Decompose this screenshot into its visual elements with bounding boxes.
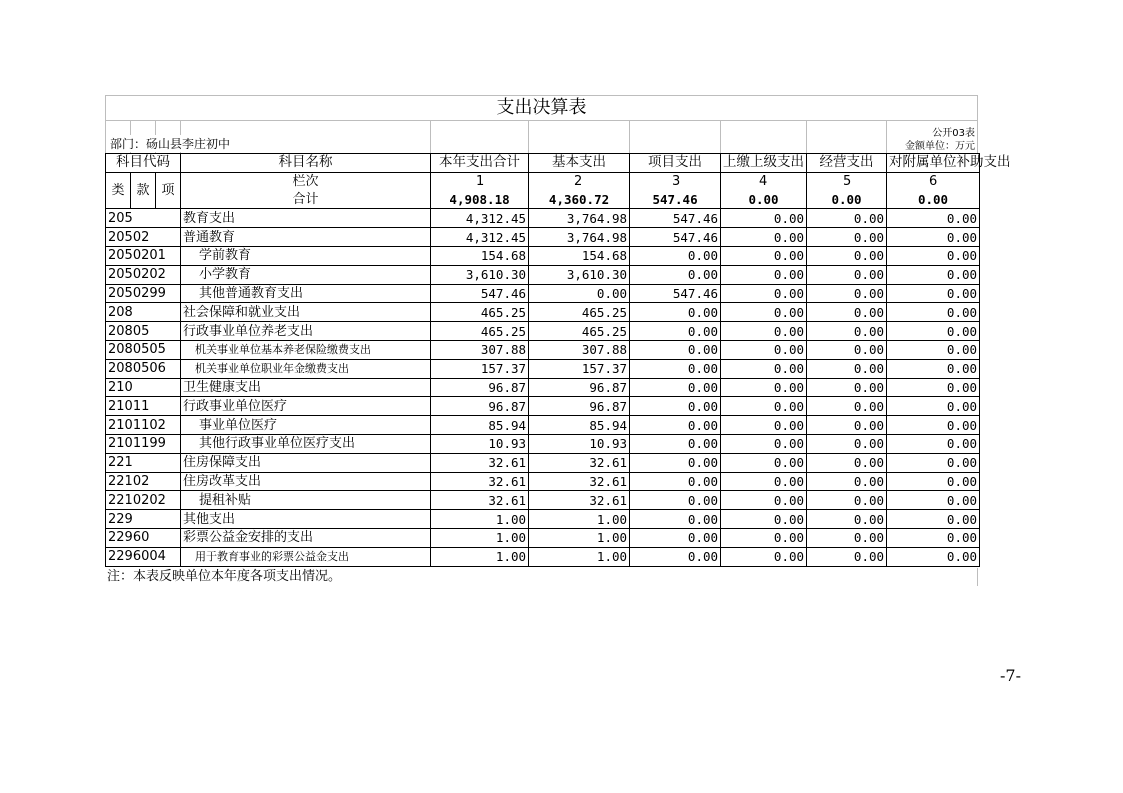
row-name: 住房改革支出 bbox=[181, 472, 431, 491]
row-value-col6: 0.00 bbox=[887, 246, 980, 265]
table-row bbox=[106, 228, 980, 247]
table-row bbox=[106, 340, 980, 359]
row-code: 229 bbox=[106, 510, 181, 529]
table-row bbox=[106, 547, 980, 566]
row-value-col5: 0.00 bbox=[807, 434, 887, 453]
row-value-col1: 1.00 bbox=[431, 547, 529, 566]
row-name: 卫生健康支出 bbox=[181, 378, 431, 397]
row-value-col5: 0.00 bbox=[807, 378, 887, 397]
row-value-col6: 0.00 bbox=[887, 510, 980, 529]
column-number-row bbox=[106, 172, 980, 190]
row-value-col1: 465.25 bbox=[431, 322, 529, 341]
row-code: 205 bbox=[106, 209, 181, 228]
row-value-col1: 96.87 bbox=[431, 397, 529, 416]
header-col2: 基本支出 bbox=[529, 154, 630, 173]
row-value-col3: 547.46 bbox=[630, 209, 721, 228]
row-value-col5: 0.00 bbox=[807, 322, 887, 341]
row-value-col2: 32.61 bbox=[529, 453, 630, 472]
grid-line bbox=[720, 121, 721, 153]
row-value-col5: 0.00 bbox=[807, 510, 887, 529]
row-value-col3: 0.00 bbox=[630, 510, 721, 529]
grid-line bbox=[528, 121, 529, 153]
row-value-col6: 0.00 bbox=[887, 528, 980, 547]
row-value-col6: 0.00 bbox=[887, 397, 980, 416]
row-value-col2: 3,610.30 bbox=[529, 265, 630, 284]
table-row bbox=[106, 246, 980, 265]
row-name: 其他行政事业单位医疗支出 bbox=[181, 434, 431, 453]
page-number: -7- bbox=[1000, 666, 1021, 685]
row-value-col5: 0.00 bbox=[807, 284, 887, 303]
row-value-col5: 0.00 bbox=[807, 528, 887, 547]
row-value-col4: 0.00 bbox=[721, 303, 807, 322]
row-code: 2080506 bbox=[106, 359, 181, 378]
row-value-col2: 3,764.98 bbox=[529, 209, 630, 228]
total-col2: 4,360.72 bbox=[529, 191, 630, 209]
table-row bbox=[106, 265, 980, 284]
total-col6: 0.00 bbox=[887, 191, 980, 209]
row-value-col2: 32.61 bbox=[529, 491, 630, 510]
header-code: 科目代码 bbox=[106, 154, 181, 173]
total-col4: 0.00 bbox=[721, 191, 807, 209]
header-lei: 类 bbox=[106, 172, 131, 209]
row-value-col2: 0.00 bbox=[529, 284, 630, 303]
table-body bbox=[106, 209, 980, 566]
row-code: 221 bbox=[106, 453, 181, 472]
row-value-col4: 0.00 bbox=[721, 528, 807, 547]
table-row bbox=[106, 528, 980, 547]
row-value-col2: 10.93 bbox=[529, 434, 630, 453]
header-col4: 上缴上级支出 bbox=[721, 154, 807, 173]
expenditure-sheet bbox=[105, 95, 1011, 586]
row-value-col1: 1.00 bbox=[431, 510, 529, 529]
total-col1: 4,908.18 bbox=[431, 191, 529, 209]
row-value-col4: 0.00 bbox=[721, 340, 807, 359]
row-value-col3: 0.00 bbox=[630, 528, 721, 547]
row-code: 2210202 bbox=[106, 491, 181, 510]
row-value-col3: 547.46 bbox=[630, 228, 721, 247]
row-name: 机关事业单位基本养老保险缴费支出 bbox=[181, 340, 431, 359]
row-value-col1: 157.37 bbox=[431, 359, 529, 378]
row-value-col4: 0.00 bbox=[721, 378, 807, 397]
row-name: 其他普通教育支出 bbox=[181, 284, 431, 303]
row-value-col2: 465.25 bbox=[529, 303, 630, 322]
col-number-4: 4 bbox=[721, 172, 807, 190]
expenditure-table bbox=[105, 153, 1011, 567]
row-value-col3: 0.00 bbox=[630, 434, 721, 453]
row-value-col6: 0.00 bbox=[887, 209, 980, 228]
row-value-col6: 0.00 bbox=[887, 322, 980, 341]
row-value-col5: 0.00 bbox=[807, 472, 887, 491]
row-value-col2: 3,764.98 bbox=[529, 228, 630, 247]
row-value-col2: 1.00 bbox=[529, 510, 630, 529]
row-value-col3: 0.00 bbox=[630, 359, 721, 378]
row-value-col3: 0.00 bbox=[630, 246, 721, 265]
row-code: 20805 bbox=[106, 322, 181, 341]
table-row bbox=[106, 453, 980, 472]
row-name: 用于教育事业的彩票公益金支出 bbox=[181, 547, 431, 566]
row-name: 彩票公益金安排的支出 bbox=[181, 528, 431, 547]
row-code: 210 bbox=[106, 378, 181, 397]
header-row bbox=[106, 154, 980, 173]
row-value-col2: 307.88 bbox=[529, 340, 630, 359]
row-code: 2101102 bbox=[106, 416, 181, 435]
row-code: 2080505 bbox=[106, 340, 181, 359]
row-value-col1: 32.61 bbox=[431, 491, 529, 510]
table-row bbox=[106, 359, 980, 378]
row-value-col5: 0.00 bbox=[807, 246, 887, 265]
department-label: 部门：砀山县李庄初中 bbox=[110, 137, 231, 151]
row-code: 22102 bbox=[106, 472, 181, 491]
row-value-col2: 157.37 bbox=[529, 359, 630, 378]
row-value-col3: 0.00 bbox=[630, 472, 721, 491]
row-value-col3: 547.46 bbox=[630, 284, 721, 303]
grid-line bbox=[806, 121, 807, 153]
col-number-1: 1 bbox=[431, 172, 529, 190]
row-value-col4: 0.00 bbox=[721, 228, 807, 247]
row-value-col2: 465.25 bbox=[529, 322, 630, 341]
meta-row bbox=[105, 120, 978, 153]
row-code: 22960 bbox=[106, 528, 181, 547]
row-name: 社会保障和就业支出 bbox=[181, 303, 431, 322]
row-value-col3: 0.00 bbox=[630, 547, 721, 566]
row-value-col2: 1.00 bbox=[529, 528, 630, 547]
row-value-col1: 465.25 bbox=[431, 303, 529, 322]
col-number-2: 2 bbox=[529, 172, 630, 190]
table-row bbox=[106, 510, 980, 529]
total-col5: 0.00 bbox=[807, 191, 887, 209]
header-xiang: 项 bbox=[156, 172, 181, 209]
row-name: 行政事业单位医疗 bbox=[181, 397, 431, 416]
table-title: 支出决算表 bbox=[105, 95, 978, 120]
row-value-col2: 85.94 bbox=[529, 416, 630, 435]
table-row bbox=[106, 397, 980, 416]
row-value-col4: 0.00 bbox=[721, 416, 807, 435]
row-value-col5: 0.00 bbox=[807, 303, 887, 322]
footnote: 注：本表反映单位本年度各项支出情况。 bbox=[107, 568, 978, 586]
table-row bbox=[106, 284, 980, 303]
grid-line bbox=[430, 121, 431, 153]
row-name: 教育支出 bbox=[181, 209, 431, 228]
table-row bbox=[106, 303, 980, 322]
row-value-col1: 154.68 bbox=[431, 246, 529, 265]
row-value-col3: 0.00 bbox=[630, 340, 721, 359]
row-value-col5: 0.00 bbox=[807, 416, 887, 435]
table-row bbox=[106, 322, 980, 341]
row-name: 小学教育 bbox=[181, 265, 431, 284]
row-value-col6: 0.00 bbox=[887, 472, 980, 491]
row-value-col4: 0.00 bbox=[721, 453, 807, 472]
row-value-col4: 0.00 bbox=[721, 547, 807, 566]
row-value-col4: 0.00 bbox=[721, 510, 807, 529]
row-name: 提租补贴 bbox=[181, 491, 431, 510]
row-value-col1: 1.00 bbox=[431, 528, 529, 547]
row-value-col1: 307.88 bbox=[431, 340, 529, 359]
row-name: 事业单位医疗 bbox=[181, 416, 431, 435]
grid-line bbox=[886, 121, 887, 153]
row-value-col1: 4,312.45 bbox=[431, 228, 529, 247]
row-value-col1: 547.46 bbox=[431, 284, 529, 303]
row-value-col2: 96.87 bbox=[529, 397, 630, 416]
row-name: 行政事业单位养老支出 bbox=[181, 322, 431, 341]
row-value-col2: 1.00 bbox=[529, 547, 630, 566]
row-value-col6: 0.00 bbox=[887, 265, 980, 284]
row-code: 2101199 bbox=[106, 434, 181, 453]
form-number: 公开03表 bbox=[932, 128, 975, 139]
header-name: 科目名称 bbox=[181, 154, 431, 173]
header-col6: 对附属单位补助支出 bbox=[887, 154, 980, 173]
row-value-col6: 0.00 bbox=[887, 340, 980, 359]
row-value-col3: 0.00 bbox=[630, 397, 721, 416]
row-code: 21011 bbox=[106, 397, 181, 416]
header-col3: 项目支出 bbox=[630, 154, 721, 173]
row-value-col4: 0.00 bbox=[721, 491, 807, 510]
table-row bbox=[106, 491, 980, 510]
row-value-col2: 96.87 bbox=[529, 378, 630, 397]
row-value-col3: 0.00 bbox=[630, 416, 721, 435]
row-value-col6: 0.00 bbox=[887, 378, 980, 397]
row-value-col6: 0.00 bbox=[887, 359, 980, 378]
row-value-col4: 0.00 bbox=[721, 246, 807, 265]
row-value-col6: 0.00 bbox=[887, 303, 980, 322]
row-value-col4: 0.00 bbox=[721, 265, 807, 284]
row-value-col5: 0.00 bbox=[807, 359, 887, 378]
row-value-col5: 0.00 bbox=[807, 397, 887, 416]
row-value-col5: 0.00 bbox=[807, 340, 887, 359]
table-row bbox=[106, 378, 980, 397]
row-value-col1: 85.94 bbox=[431, 416, 529, 435]
row-value-col6: 0.00 bbox=[887, 491, 980, 510]
row-name: 机关事业单位职业年金缴费支出 bbox=[181, 359, 431, 378]
row-value-col1: 10.93 bbox=[431, 434, 529, 453]
header-col1: 本年支出合计 bbox=[431, 154, 529, 173]
row-value-col1: 4,312.45 bbox=[431, 209, 529, 228]
row-value-col2: 32.61 bbox=[529, 472, 630, 491]
row-value-col1: 32.61 bbox=[431, 472, 529, 491]
row-value-col6: 0.00 bbox=[887, 228, 980, 247]
header-kuan: 款 bbox=[131, 172, 156, 209]
row-code: 2050299 bbox=[106, 284, 181, 303]
row-value-col3: 0.00 bbox=[630, 303, 721, 322]
amount-unit: 金额单位：万元 bbox=[905, 141, 975, 152]
row-value-col4: 0.00 bbox=[721, 209, 807, 228]
row-code: 2296004 bbox=[106, 547, 181, 566]
row-value-col3: 0.00 bbox=[630, 378, 721, 397]
row-value-col6: 0.00 bbox=[887, 453, 980, 472]
col-number-5: 5 bbox=[807, 172, 887, 190]
row-value-col5: 0.00 bbox=[807, 228, 887, 247]
row-value-col6: 0.00 bbox=[887, 284, 980, 303]
row-value-col1: 3,610.30 bbox=[431, 265, 529, 284]
row-value-col1: 96.87 bbox=[431, 378, 529, 397]
row-value-col5: 0.00 bbox=[807, 491, 887, 510]
grid-line bbox=[629, 121, 630, 153]
row-name: 住房保障支出 bbox=[181, 453, 431, 472]
row-value-col5: 0.00 bbox=[807, 453, 887, 472]
table-row bbox=[106, 434, 980, 453]
row-value-col3: 0.00 bbox=[630, 322, 721, 341]
row-code: 20502 bbox=[106, 228, 181, 247]
row-value-col3: 0.00 bbox=[630, 453, 721, 472]
col-number-3: 3 bbox=[630, 172, 721, 190]
row-value-col3: 0.00 bbox=[630, 491, 721, 510]
row-value-col3: 0.00 bbox=[630, 265, 721, 284]
row-value-col4: 0.00 bbox=[721, 284, 807, 303]
row-value-col6: 0.00 bbox=[887, 547, 980, 566]
table-row bbox=[106, 472, 980, 491]
row-code: 208 bbox=[106, 303, 181, 322]
header-col5: 经营支出 bbox=[807, 154, 887, 173]
header-heji: 合计 bbox=[181, 191, 431, 209]
total-col3: 547.46 bbox=[630, 191, 721, 209]
row-name: 其他支出 bbox=[181, 510, 431, 529]
col-number-6: 6 bbox=[887, 172, 980, 190]
row-value-col4: 0.00 bbox=[721, 322, 807, 341]
row-value-col4: 0.00 bbox=[721, 359, 807, 378]
row-value-col6: 0.00 bbox=[887, 434, 980, 453]
row-value-col5: 0.00 bbox=[807, 265, 887, 284]
row-value-col4: 0.00 bbox=[721, 472, 807, 491]
row-value-col4: 0.00 bbox=[721, 397, 807, 416]
total-row bbox=[106, 191, 980, 209]
row-code: 2050201 bbox=[106, 246, 181, 265]
row-value-col2: 154.68 bbox=[529, 246, 630, 265]
row-value-col6: 0.00 bbox=[887, 416, 980, 435]
row-code: 2050202 bbox=[106, 265, 181, 284]
table-row bbox=[106, 416, 980, 435]
row-name: 学前教育 bbox=[181, 246, 431, 265]
row-name: 普通教育 bbox=[181, 228, 431, 247]
table-row bbox=[106, 209, 980, 228]
header-lanci: 栏次 bbox=[181, 172, 431, 190]
row-value-col5: 0.00 bbox=[807, 209, 887, 228]
row-value-col4: 0.00 bbox=[721, 434, 807, 453]
row-value-col1: 32.61 bbox=[431, 453, 529, 472]
row-value-col5: 0.00 bbox=[807, 547, 887, 566]
